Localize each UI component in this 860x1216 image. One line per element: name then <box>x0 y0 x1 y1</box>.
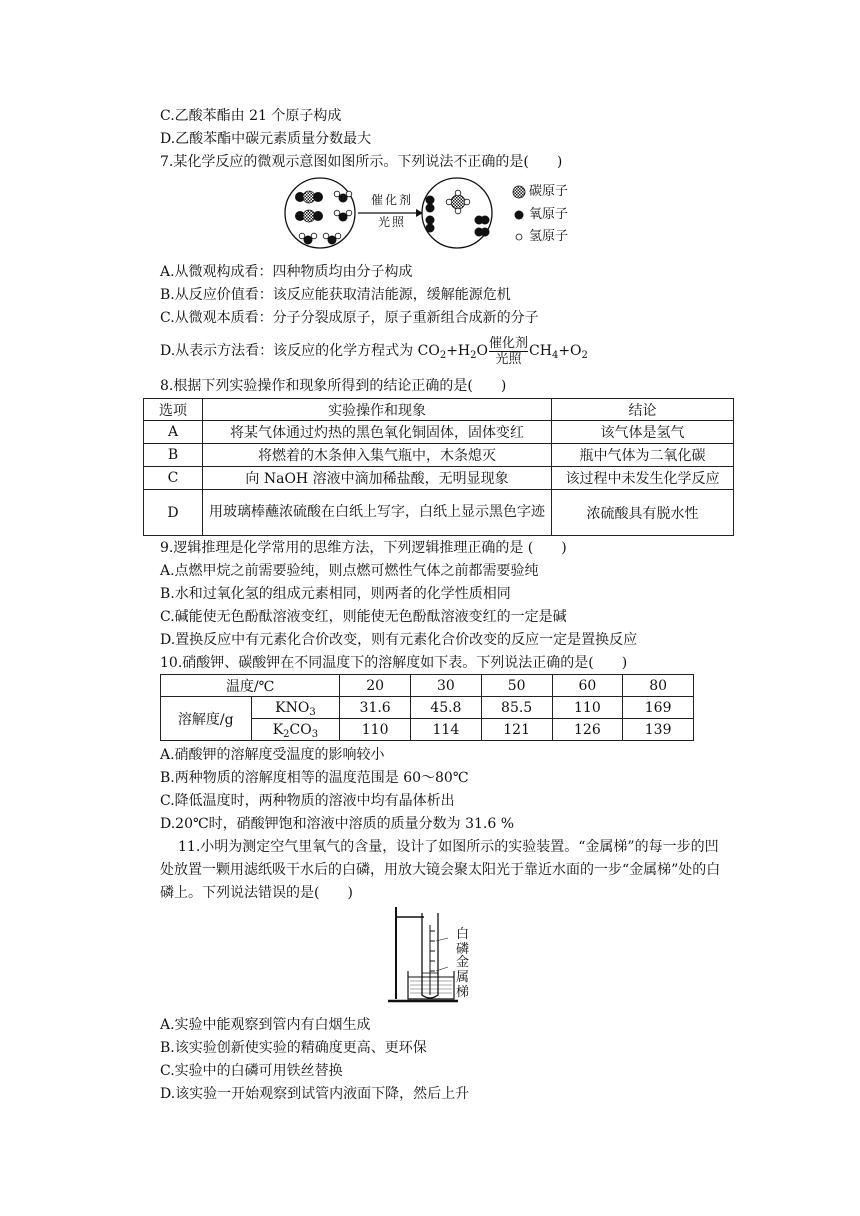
q10-option-b: B.两种物质的溶解度相等的温度范围是 60～80℃ <box>160 770 469 786</box>
q10-solubility-label: 溶解度/g <box>161 697 252 741</box>
q10-kno3-value: 85.5 <box>481 697 552 719</box>
q8-row-b-option: B <box>144 444 203 467</box>
q11-option-d: D.该实验一开始观察到试管内液面下降，然后上升 <box>160 1086 470 1102</box>
q7-option-d: D.从表示方法看：该反应的化学方程式为 $CO_2+H_2O$ 催化剂 光照 $CH_4+O_2$ <box>160 335 588 367</box>
q8-table <box>143 398 734 536</box>
q8-row-c-conclusion: 该过程中未发生化学反应 <box>552 467 734 490</box>
q9-stem: 9.逻辑推理是化学常用的思维方法，下列逻辑推理正确的是 ( ) <box>160 540 567 556</box>
q10-option-d: D.20℃时，硝酸钾饱和溶液中溶质的质量分数为 31.6 % <box>160 816 515 832</box>
q10-k2co3-value: 139 <box>623 719 694 741</box>
q7-option-a: A.从微观构成看：四种物质均由分子构成 <box>160 264 413 280</box>
q8-row-b-conclusion: 瓶中气体为二氧化碳 <box>552 444 734 467</box>
q8-row-a-operation: 将某气体通过灼热的黑色氧化铜固体，固体变红 <box>203 421 552 444</box>
q7-option-c: C.从微观本质看：分子分裂成原子，原子重新组合成新的分子 <box>160 310 539 326</box>
q7-legend-hydrogen: 氢原子 <box>529 229 569 244</box>
q10-temp: 30 <box>411 675 482 697</box>
q7-arrow-condition-bottom: 光照 <box>377 215 406 229</box>
q11-stem-line1: 11.小明为测定空气里氧气的含量，设计了如图所示的实验装置。“金属梯”的每一步的凹 <box>178 839 719 855</box>
q8-row-d-conclusion: 浓硫酸具有脱水性 <box>552 490 734 536</box>
q11-stem-line2: 处放置一颗用滤纸吸干水后的白磷，用放大镜会聚太阳光于靠近水面的一步“金属梯”处的白 <box>160 862 721 878</box>
q10-k2co3-label: $K_2CO_3$ <box>251 719 340 741</box>
q10-k2co3-value: 110 <box>340 719 411 741</box>
q7-legend-oxygen: 氧原子 <box>529 207 569 222</box>
q7-equation-condition: 催化剂 光照 <box>489 335 529 367</box>
q9-option-d: D.置换反应中有元素化合价改变，则有元素化合价改变的反应一定是置换反应 <box>160 632 638 648</box>
q9-option-c: C.碱能使无色酚酞溶液变红，则能使无色酚酞溶液变红的一定是碱 <box>160 609 567 625</box>
q8-header-operation: 实验操作和现象 <box>203 399 552 421</box>
q7-arrow-condition-top: 催化剂 <box>370 193 413 207</box>
q10-kno3-value: 110 <box>552 697 623 719</box>
q10-kno3-value: 45.8 <box>411 697 482 719</box>
q10-kno3-label: $KNO_3$ <box>251 697 340 719</box>
q8-row-c-operation: 向 NaOH 溶液中滴加稀盐酸，无明显现象 <box>203 467 552 490</box>
q10-table <box>160 674 694 741</box>
q10-temp: 50 <box>481 675 552 697</box>
q11-option-a: A.实验中能观察到管内有白烟生成 <box>160 1017 371 1033</box>
q10-temp: 20 <box>340 675 411 697</box>
q6-option-c: C.乙酸苯酯由 21 个原子构成 <box>160 108 342 124</box>
q8-row-d-option: D <box>144 490 203 536</box>
q8-row-a-conclusion: 该气体是氢气 <box>552 421 734 444</box>
q8-row-a-option: A <box>144 421 203 444</box>
q7-stem: 7.某化学反应的微观示意图如图所示。下列说法不正确的是( ) <box>160 154 563 170</box>
q7-option-b: B.从反应价值看：该反应能获取清洁能源，缓解能源危机 <box>160 287 511 303</box>
q10-k2co3-value: 126 <box>552 719 623 741</box>
q10-temp-label: 温度/℃ <box>161 675 340 697</box>
q11-figure-label-metal-ladder: 金属梯 <box>456 955 470 1000</box>
q11-figure-label-white-phosphorus: 白磷 <box>456 927 470 957</box>
q8-row-c-option: C <box>144 467 203 490</box>
q8-stem: 8.根据下列实验操作和现象所得到的结论正确的是( ) <box>160 378 507 394</box>
q10-temp: 60 <box>552 675 623 697</box>
q11-stem-line3: 磷上。下列说法错误的是( ) <box>160 885 353 901</box>
q8-row-b-operation: 将燃着的木条伸入集气瓶中，木条熄灭 <box>203 444 552 467</box>
q10-stem: 10.硝酸钾、碳酸钾在不同温度下的溶解度如下表。下列说法正确的是( ) <box>160 655 628 671</box>
q10-k2co3-value: 121 <box>481 719 552 741</box>
q10-option-a: A.硝酸钾的溶解度受温度的影响较小 <box>160 747 385 763</box>
q10-kno3-value: 169 <box>623 697 694 719</box>
q11-option-c: C.实验中的白磷可用铁丝替换 <box>160 1063 343 1079</box>
q10-kno3-value: 31.6 <box>340 697 411 719</box>
q8-header-conclusion: 结论 <box>552 399 734 421</box>
q7-legend-carbon: 碳原子 <box>529 184 569 199</box>
q8-row-d-operation: 用玻璃棒蘸浓硫酸在白纸上写字，白纸上显示黑色字迹 <box>203 490 552 536</box>
q6-option-d: D.乙酸苯酯中碳元素质量分数最大 <box>160 131 372 147</box>
q10-option-c: C.降低温度时，两种物质的溶液中均有晶体析出 <box>160 793 455 809</box>
q10-temp: 80 <box>623 675 694 697</box>
q11-option-b: B.该实验创新使实验的精确度更高、更环保 <box>160 1040 427 1056</box>
q9-option-b: B.水和过氧化氢的组成元素相同，则两者的化学性质相同 <box>160 586 511 602</box>
q9-option-a: A.点燃甲烷之前需要验纯，则点燃可燃性气体之前都需要验纯 <box>160 563 539 579</box>
q8-header-option: 选项 <box>144 399 203 421</box>
q10-k2co3-value: 114 <box>411 719 482 741</box>
